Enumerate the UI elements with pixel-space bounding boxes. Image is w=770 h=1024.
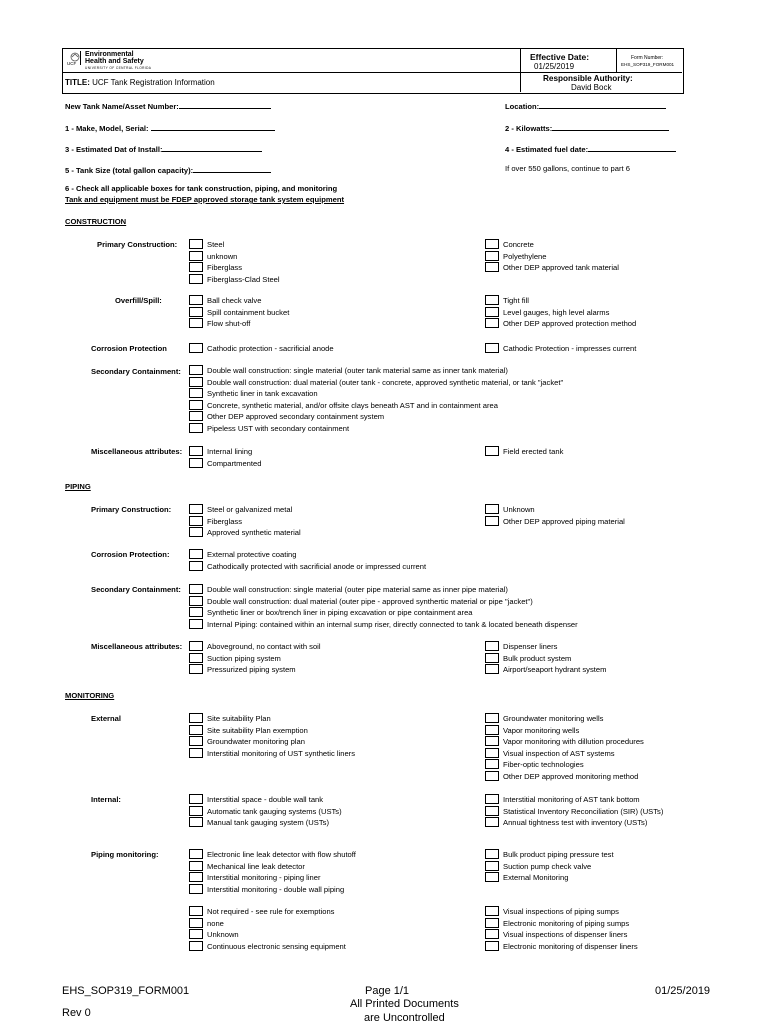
logo-line-3: UNIVERSITY OF CENTRAL FLORIDA [85, 66, 152, 70]
checkbox[interactable] [189, 377, 203, 387]
checkbox[interactable] [189, 527, 203, 537]
checkbox-label: Polyethylene [503, 252, 547, 261]
checkbox-label: Concrete, synthetic material, and/or offsite clays beneath AST and in containment area [207, 401, 498, 410]
checkbox-label: Aboveground, no contact with soil [207, 642, 321, 651]
checkbox[interactable] [485, 725, 499, 735]
divider [616, 49, 617, 72]
section-monitoring: MONITORING [65, 691, 115, 700]
kilowatts-field[interactable] [552, 122, 669, 131]
checkbox[interactable] [485, 446, 499, 456]
checkbox[interactable] [485, 906, 499, 916]
checkbox[interactable] [189, 918, 203, 928]
checkbox[interactable] [485, 849, 499, 859]
checkbox[interactable] [189, 274, 203, 284]
checkbox[interactable] [485, 736, 499, 746]
checkbox[interactable] [485, 771, 499, 781]
checkbox-label: Suction piping system [207, 654, 281, 663]
checkbox[interactable] [189, 239, 203, 249]
divider [520, 49, 521, 92]
checkbox-label: Site suitability Plan exemption [207, 726, 308, 735]
checkbox[interactable] [485, 713, 499, 723]
label-c-overfill: Overfill/Spill: [115, 296, 162, 305]
make-label: 1 - Make, Model, Serial: [65, 122, 275, 133]
label-c-misc: Miscellaneous attributes: [91, 447, 183, 456]
checkbox[interactable] [485, 918, 499, 928]
header-table [62, 48, 684, 94]
checkbox[interactable] [485, 239, 499, 249]
checkbox-label: none [207, 919, 224, 928]
checkbox[interactable] [189, 806, 203, 816]
checkbox-label: Statistical Inventory Reconciliation (SIR) (USTs) [503, 807, 664, 816]
checkbox[interactable] [189, 400, 203, 410]
checkbox-label: Electronic line leak detector with flow shutoff [207, 850, 356, 859]
fuel-date-label: 4 - Estimated fuel date: [505, 143, 676, 154]
tank-size-label: 5 - Tank Size (total gallon capacity): [65, 164, 271, 175]
checkbox-label: Double wall construction: dual material (outer tank - concrete, approved synthetic material, or tank "jacket" [207, 378, 564, 387]
checkbox-label: Airport/seaport hydrant system [503, 665, 607, 674]
checkbox-label: Groundwater monitoring wells [503, 714, 604, 723]
label-p-secondary: Secondary Containment: [91, 585, 181, 594]
checkbox[interactable] [485, 343, 499, 353]
checkbox[interactable] [189, 849, 203, 859]
checkbox-label: Bulk product system [503, 654, 572, 663]
checkbox-label: External protective coating [207, 550, 297, 559]
form-number: EHS_SOP319_FORM001 [621, 62, 675, 67]
checkbox-label: Interstitial monitoring - double wall piping [207, 885, 345, 894]
effective-date-label: Effective Date: [530, 52, 590, 62]
checkbox[interactable] [485, 295, 499, 305]
label-m-internal: Internal: [91, 795, 121, 804]
checkbox[interactable] [485, 929, 499, 939]
checkbox[interactable] [189, 941, 203, 951]
checkbox[interactable] [189, 884, 203, 894]
kilowatts-label: 2 - Kilowatts: [505, 122, 669, 133]
label-c-secondary: Secondary Containment: [91, 367, 181, 376]
checkbox[interactable] [189, 725, 203, 735]
checkbox-label: Suction pump check valve [503, 862, 592, 871]
checkbox-label: Site suitability Plan [207, 714, 271, 723]
responsible-authority-label: Responsible Authority: [543, 74, 633, 83]
footer-page: Page 1/1 [365, 985, 410, 997]
checkbox[interactable] [189, 262, 203, 272]
checkbox[interactable] [485, 641, 499, 651]
checkbox[interactable] [485, 653, 499, 663]
checkbox-label: Other DEP approved tank material [503, 263, 619, 272]
checkbox[interactable] [485, 748, 499, 758]
responsible-authority: David Bock [571, 83, 612, 92]
checkbox-label: Visual inspection of AST systems [503, 749, 615, 758]
label-p-misc: Miscellaneous attributes: [91, 642, 183, 651]
checkbox-label: Synthetic liner or box/trench liner in piping excavation or pipe containment area [207, 608, 473, 617]
checkbox[interactable] [189, 343, 203, 353]
logo-mark: UCF [67, 61, 77, 66]
checkbox[interactable] [189, 596, 203, 606]
tank-size-field[interactable] [193, 164, 271, 173]
checkbox-label: Other DEP approved secondary containment system [207, 412, 385, 421]
checkbox[interactable] [189, 607, 203, 617]
checkbox[interactable] [485, 318, 499, 328]
checkbox-label: Fiber-optic technologies [503, 760, 584, 769]
checkbox-label: Cathodic Protection - impresses current [503, 344, 637, 353]
checkbox-label: Interstitial monitoring of UST synthetic liners [207, 749, 355, 758]
checkbox-label: Electronic monitoring of dispenser liners [503, 942, 638, 951]
checkbox[interactable] [485, 504, 499, 514]
checkbox[interactable] [189, 388, 203, 398]
checkbox[interactable] [189, 458, 203, 468]
checkbox-label: Double wall construction: dual material (outer pipe - approved synthertic material or pipe "jacket") [207, 597, 533, 606]
checkbox[interactable] [189, 365, 203, 375]
checkbox-label: Not required - see rule for exemptions [207, 907, 335, 916]
checkbox-label: Double wall construction: single material (outer pipe material same as inner pipe material) [207, 585, 508, 594]
fuel-date-field[interactable] [588, 143, 676, 152]
install-label: 3 - Estimated Dat of Install: [65, 143, 262, 154]
checkbox[interactable] [189, 664, 203, 674]
checkbox[interactable] [189, 817, 203, 827]
checkbox[interactable] [485, 516, 499, 526]
location-field[interactable] [539, 100, 666, 109]
checkbox[interactable] [189, 251, 203, 261]
checkbox[interactable] [189, 906, 203, 916]
checkbox[interactable] [485, 759, 499, 769]
footer-notice-2: are Uncontrolled [364, 1012, 445, 1024]
checkbox-label: Interstitial monitoring of AST tank bottom [503, 795, 640, 804]
checkbox[interactable] [189, 713, 203, 723]
checkbox-label: Steel or galvanized metal [207, 505, 293, 514]
location-label: Location: [505, 100, 666, 111]
checkbox[interactable] [485, 806, 499, 816]
checkbox[interactable] [485, 817, 499, 827]
footer-notice-1: All Printed Documents [350, 998, 459, 1010]
label-m-piping: Piping monitoring: [91, 850, 159, 859]
checkbox[interactable] [189, 516, 203, 526]
checkbox-label: Field erected tank [503, 447, 564, 456]
checkbox[interactable] [189, 549, 203, 559]
install-field[interactable] [162, 143, 262, 152]
new-tank-label: New Tank Name/Asset Number: [65, 100, 271, 111]
checkbox-label: Fiberglass [207, 517, 243, 526]
checkbox-label: Vapor monitoring with dillution procedures [503, 737, 644, 746]
checkbox[interactable] [485, 794, 499, 804]
checkbox[interactable] [189, 641, 203, 651]
part6-note: Tank and equipment must be FDEP approved storage tank system equipment [65, 195, 345, 204]
checkbox-label: Interstitial space - double wall tank [207, 795, 324, 804]
checkbox-label: Other DEP approved monitoring method [503, 772, 639, 781]
new-tank-field[interactable] [179, 100, 271, 109]
checkbox[interactable] [189, 584, 203, 594]
logo-line-2: Health and Safety [85, 58, 144, 65]
checkbox-label: Bulk product piping pressure test [503, 850, 614, 859]
checkbox-label: Synthetic liner in tank excavation [207, 389, 318, 398]
checkbox[interactable] [189, 411, 203, 421]
checkbox[interactable] [485, 262, 499, 272]
checkbox[interactable] [189, 423, 203, 433]
checkbox[interactable] [485, 251, 499, 261]
checkbox[interactable] [485, 861, 499, 871]
checkbox[interactable] [485, 664, 499, 674]
checkbox-label: Cathodically protected with sacrificial anode or impressed current [207, 562, 427, 571]
checkbox[interactable] [485, 872, 499, 882]
checkbox-label: Double wall construction: single material (outer tank material same as inner tank material) [207, 366, 508, 375]
checkbox-label: Internal lining [207, 447, 253, 456]
part6-heading: 6 - Check all applicable boxes for tank construction, piping, and monitoring [65, 184, 338, 193]
checkbox[interactable] [189, 619, 203, 629]
checkbox[interactable] [189, 872, 203, 882]
checkbox[interactable] [485, 941, 499, 951]
checkbox-label: Groundwater monitoring plan [207, 737, 305, 746]
tank-size-note: If over 550 gallons, continue to part 6 [505, 164, 630, 173]
checkbox-label: unknown [207, 252, 238, 261]
checkbox[interactable] [189, 748, 203, 758]
checkbox[interactable] [189, 446, 203, 456]
checkbox-label: Pressurized piping system [207, 665, 296, 674]
checkbox[interactable] [189, 318, 203, 328]
checkbox-label: Continuous electronic sensing equipment [207, 942, 346, 951]
checkbox[interactable] [189, 929, 203, 939]
checkbox-label: Interstitial monitoring - piping liner [207, 873, 321, 882]
checkbox[interactable] [189, 736, 203, 746]
checkbox-label: Level gauges, high level alarms [503, 308, 610, 317]
checkbox-label: Cathodic protection - sacrificial anode [207, 344, 334, 353]
footer-form-id: EHS_SOP319_FORM001 [62, 985, 190, 997]
checkbox-label: Approved synthetic material [207, 528, 301, 537]
checkbox-label: Manual tank gauging system (USTs) [207, 818, 329, 827]
checkbox-label: Compartmented [207, 459, 262, 468]
footer-date: 01/25/2019 [655, 985, 711, 997]
checkbox-label: Fiberglass [207, 263, 243, 272]
checkbox-label: Internal Piping: contained within an internal sump riser, directly connected to tank & located beneath dispenser [207, 620, 578, 629]
checkbox[interactable] [189, 504, 203, 514]
checkbox-label: Annual tightness test with inventory (USTs) [503, 818, 648, 827]
checkbox[interactable] [189, 653, 203, 663]
checkbox-label: Tight fill [503, 296, 529, 305]
checkbox-label: Electronic monitoring of piping sumps [503, 919, 630, 928]
checkbox-label: Concrete [503, 240, 534, 249]
checkbox-label: Fiberglass-Clad Steel [207, 275, 280, 284]
label-p-primary: Primary Construction: [91, 505, 172, 514]
checkbox-label: Flow shut-off [207, 319, 251, 328]
checkbox[interactable] [189, 295, 203, 305]
effective-date: 01/25/2019 [534, 62, 575, 71]
checkbox-label: External Monitoring [503, 873, 569, 882]
checkbox-label: Vapor monitoring wells [503, 726, 580, 735]
checkbox-label: Mechanical line leak detector [207, 862, 305, 871]
checkbox-label: Unknown [503, 505, 535, 514]
make-field[interactable] [151, 122, 275, 131]
logo-line-1: Environmental [85, 51, 134, 58]
checkbox[interactable] [189, 561, 203, 571]
checkbox-label: Other DEP approved piping material [503, 517, 625, 526]
checkbox[interactable] [189, 307, 203, 317]
checkbox-label: Other DEP approved protection method [503, 319, 637, 328]
section-piping: PIPING [65, 482, 91, 491]
checkbox-label: Automatic tank gauging systems (USTs) [207, 807, 342, 816]
checkbox-label: Dispenser liners [503, 642, 558, 651]
label-c-primary: Primary Construction: [97, 240, 178, 249]
checkbox-label: Spill containment bucket [207, 308, 290, 317]
checkbox-label: Ball check valve [207, 296, 262, 305]
footer-rev: Rev 0 [62, 1007, 91, 1019]
checkbox[interactable] [189, 861, 203, 871]
checkbox-label: Pipeless UST with secondary containment [207, 424, 350, 433]
divider [63, 72, 682, 73]
checkbox-label: Visual inspections of piping sumps [503, 907, 619, 916]
checkbox-label: Unknown [207, 930, 239, 939]
label-c-corrosion: Corrosion Protection [91, 344, 167, 353]
logo-divider [80, 51, 81, 65]
checkbox-label: Steel [207, 240, 225, 249]
checkbox-label: Visual inspections of dispenser liners [503, 930, 628, 939]
checkbox[interactable] [485, 307, 499, 317]
form-title: TITLE: UCF Tank Registration Information [65, 78, 215, 87]
form-number-label: Form Number: [631, 55, 664, 61]
label-p-corrosion: Corrosion Protection: [91, 550, 170, 559]
label-m-external: External [91, 714, 121, 723]
checkbox[interactable] [189, 794, 203, 804]
section-construction: CONSTRUCTION [65, 217, 127, 226]
